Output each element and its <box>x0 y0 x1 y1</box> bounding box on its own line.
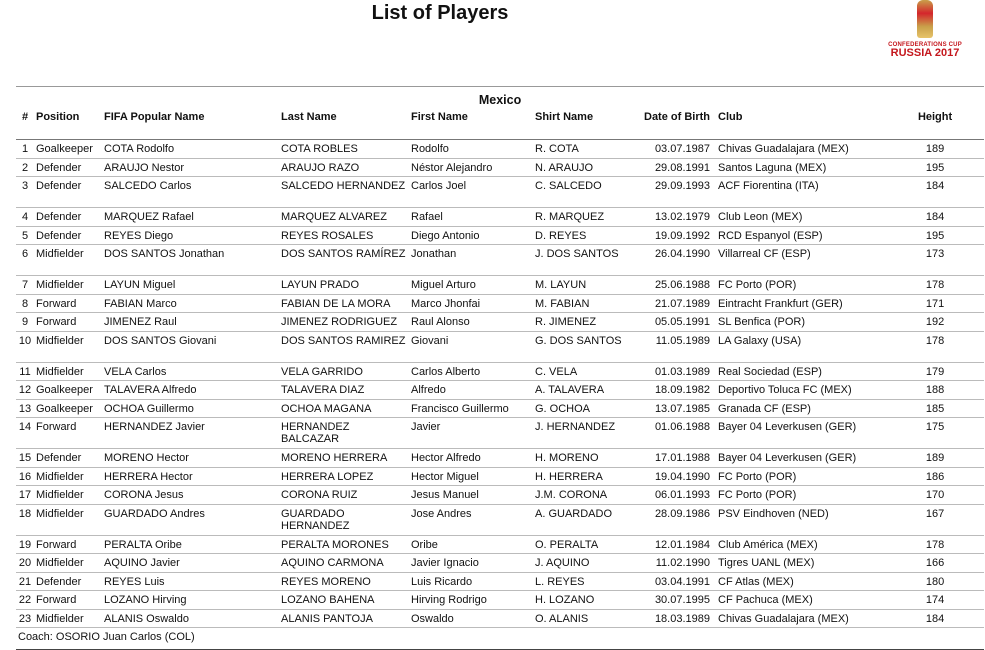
player-last-name: JIMENEZ RODRIGUEZ <box>279 313 409 332</box>
player-first-name: Jesus Manuel <box>409 486 533 505</box>
player-fifa-name: LOZANO Hirving <box>102 591 279 610</box>
player-number: 8 <box>16 294 34 313</box>
player-club: Deportivo Toluca FC (MEX) <box>716 381 886 400</box>
player-last-name: DOS SANTOS RAMIREZ <box>279 331 409 362</box>
player-height: 189 <box>886 140 984 159</box>
player-club: RCD Espanyol (ESP) <box>716 226 886 245</box>
player-first-name: Diego Antonio <box>409 226 533 245</box>
player-position: Midfielder <box>34 245 102 276</box>
player-position: Forward <box>34 535 102 554</box>
player-last-name: FABIAN DE LA MORA <box>279 294 409 313</box>
player-fifa-name: GUARDADO Andres <box>102 504 279 535</box>
player-club: Granada CF (ESP) <box>716 399 886 418</box>
player-shirt-name: A. TALAVERA <box>533 381 638 400</box>
player-shirt-name: J. AQUINO <box>533 554 638 573</box>
player-dob: 12.01.1984 <box>638 535 716 554</box>
col-header-first-name: First Name <box>409 107 533 140</box>
table-row <box>16 486 984 505</box>
player-position: Goalkeeper <box>34 140 102 159</box>
player-first-name: Jose Andres <box>409 504 533 535</box>
player-dob: 21.07.1989 <box>638 294 716 313</box>
col-header-position: Position <box>34 107 102 140</box>
player-dob: 18.09.1982 <box>638 381 716 400</box>
trophy-icon <box>917 0 933 38</box>
player-dob: 03.04.1991 <box>638 572 716 591</box>
player-number: 22 <box>16 591 34 610</box>
player-height: 184 <box>886 208 984 227</box>
player-first-name: Javier Ignacio <box>409 554 533 573</box>
player-number: 1 <box>16 140 34 159</box>
table-row <box>16 535 984 554</box>
player-height: 175 <box>886 418 984 449</box>
player-fifa-name: LAYUN Miguel <box>102 276 279 295</box>
player-first-name: Raul Alonso <box>409 313 533 332</box>
player-shirt-name: M. FABIAN <box>533 294 638 313</box>
player-height: 186 <box>886 467 984 486</box>
player-height: 173 <box>886 245 984 276</box>
player-height: 178 <box>886 276 984 295</box>
player-last-name: CORONA RUIZ <box>279 486 409 505</box>
player-fifa-name: VELA Carlos <box>102 362 279 381</box>
player-number: 23 <box>16 609 34 628</box>
player-club: Bayer 04 Leverkusen (GER) <box>716 449 886 468</box>
player-last-name: OCHOA MAGANA <box>279 399 409 418</box>
player-club: FC Porto (POR) <box>716 467 886 486</box>
player-fifa-name: OCHOA Guillermo <box>102 399 279 418</box>
player-last-name: ARAUJO RAZO <box>279 158 409 177</box>
player-shirt-name: G. OCHOA <box>533 399 638 418</box>
player-club: Santos Laguna (MEX) <box>716 158 886 177</box>
player-fifa-name: ARAUJO Nestor <box>102 158 279 177</box>
player-dob: 30.07.1995 <box>638 591 716 610</box>
player-shirt-name: G. DOS SANTOS <box>533 331 638 362</box>
player-position: Midfielder <box>34 467 102 486</box>
player-fifa-name: HERRERA Hector <box>102 467 279 486</box>
player-club: Villarreal CF (ESP) <box>716 245 886 276</box>
player-last-name: LAYUN PRADO <box>279 276 409 295</box>
player-last-name: DOS SANTOS RAMÍREZ <box>279 245 409 276</box>
player-height: 171 <box>886 294 984 313</box>
player-shirt-name: A. GUARDADO <box>533 504 638 535</box>
player-position: Midfielder <box>34 276 102 295</box>
player-club: CF Atlas (MEX) <box>716 572 886 591</box>
player-height: 188 <box>886 381 984 400</box>
player-shirt-name: J.M. CORONA <box>533 486 638 505</box>
player-first-name: Oswaldo <box>409 609 533 628</box>
player-fifa-name: PERALTA Oribe <box>102 535 279 554</box>
player-first-name: Francisco Guillermo <box>409 399 533 418</box>
player-club: Real Sociedad (ESP) <box>716 362 886 381</box>
player-number: 20 <box>16 554 34 573</box>
player-last-name: MORENO HERRERA <box>279 449 409 468</box>
player-number: 7 <box>16 276 34 295</box>
table-row <box>16 572 984 591</box>
player-club: Eintracht Frankfurt (GER) <box>716 294 886 313</box>
player-height: 167 <box>886 504 984 535</box>
player-fifa-name: TALAVERA Alfredo <box>102 381 279 400</box>
table-row <box>16 158 984 177</box>
player-position: Defender <box>34 208 102 227</box>
player-height: 166 <box>886 554 984 573</box>
player-dob: 17.01.1988 <box>638 449 716 468</box>
player-height: 189 <box>886 449 984 468</box>
table-row <box>16 504 984 535</box>
player-height: 180 <box>886 572 984 591</box>
player-club: Chivas Guadalajara (MEX) <box>716 140 886 159</box>
player-first-name: Hirving Rodrigo <box>409 591 533 610</box>
player-height: 195 <box>886 158 984 177</box>
logo-line-2: RUSSIA 2017 <box>890 47 960 59</box>
player-position: Goalkeeper <box>34 399 102 418</box>
player-fifa-name: MORENO Hector <box>102 449 279 468</box>
player-number: 14 <box>16 418 34 449</box>
player-rows <box>16 140 984 628</box>
player-shirt-name: H. LOZANO <box>533 591 638 610</box>
table-row <box>16 177 984 208</box>
player-first-name: Néstor Alejandro <box>409 158 533 177</box>
player-height: 185 <box>886 399 984 418</box>
player-number: 6 <box>16 245 34 276</box>
player-number: 21 <box>16 572 34 591</box>
player-fifa-name: COTA Rodolfo <box>102 140 279 159</box>
player-shirt-name: C. VELA <box>533 362 638 381</box>
player-dob: 28.09.1986 <box>638 504 716 535</box>
player-number: 4 <box>16 208 34 227</box>
player-first-name: Oribe <box>409 535 533 554</box>
table-row <box>16 245 984 276</box>
player-first-name: Rodolfo <box>409 140 533 159</box>
player-fifa-name: CORONA Jesus <box>102 486 279 505</box>
table-row <box>16 591 984 610</box>
player-shirt-name: R. JIMENEZ <box>533 313 638 332</box>
player-height: 195 <box>886 226 984 245</box>
col-header-last-name: Last Name <box>279 107 409 140</box>
player-position: Midfielder <box>34 362 102 381</box>
player-number: 11 <box>16 362 34 381</box>
player-fifa-name: ALANIS Oswaldo <box>102 609 279 628</box>
player-number: 17 <box>16 486 34 505</box>
player-number: 16 <box>16 467 34 486</box>
player-fifa-name: SALCEDO Carlos <box>102 177 279 208</box>
player-club: Chivas Guadalajara (MEX) <box>716 609 886 628</box>
player-position: Forward <box>34 418 102 449</box>
player-height: 184 <box>886 177 984 208</box>
player-club: LA Galaxy (USA) <box>716 331 886 362</box>
player-first-name: Jonathan <box>409 245 533 276</box>
player-position: Defender <box>34 177 102 208</box>
player-shirt-name: H. MORENO <box>533 449 638 468</box>
player-last-name: TALAVERA DIAZ <box>279 381 409 400</box>
player-first-name: Hector Alfredo <box>409 449 533 468</box>
player-dob: 05.05.1991 <box>638 313 716 332</box>
player-shirt-name: R. COTA <box>533 140 638 159</box>
player-shirt-name: C. SALCEDO <box>533 177 638 208</box>
player-position: Defender <box>34 572 102 591</box>
player-dob: 13.02.1979 <box>638 208 716 227</box>
player-height: 178 <box>886 331 984 362</box>
player-dob: 01.06.1988 <box>638 418 716 449</box>
player-first-name: Carlos Alberto <box>409 362 533 381</box>
player-position: Midfielder <box>34 486 102 505</box>
table-row <box>16 140 984 159</box>
player-fifa-name: HERNANDEZ Javier <box>102 418 279 449</box>
confederations-cup-logo <box>880 0 970 66</box>
player-number: 3 <box>16 177 34 208</box>
col-header-fifa-name: FIFA Popular Name <box>102 107 279 140</box>
player-last-name: ALANIS PANTOJA <box>279 609 409 628</box>
player-fifa-name: DOS SANTOS Jonathan <box>102 245 279 276</box>
player-height: 179 <box>886 362 984 381</box>
player-club: CF Pachuca (MEX) <box>716 591 886 610</box>
player-first-name: Alfredo <box>409 381 533 400</box>
player-position: Midfielder <box>34 504 102 535</box>
table-row <box>16 381 984 400</box>
player-club: PSV Eindhoven (NED) <box>716 504 886 535</box>
player-fifa-name: AQUINO Javier <box>102 554 279 573</box>
player-number: 18 <box>16 504 34 535</box>
logo-line-1: CONFEDERATIONS CUP <box>888 42 962 48</box>
table-row <box>16 418 984 449</box>
player-first-name: Miguel Arturo <box>409 276 533 295</box>
table-row <box>16 276 984 295</box>
player-position: Forward <box>34 591 102 610</box>
player-first-name: Javier <box>409 418 533 449</box>
player-shirt-name: O. PERALTA <box>533 535 638 554</box>
player-shirt-name: J. HERNANDEZ <box>533 418 638 449</box>
player-dob: 29.09.1993 <box>638 177 716 208</box>
player-height: 184 <box>886 609 984 628</box>
player-shirt-name: N. ARAUJO <box>533 158 638 177</box>
player-position: Goalkeeper <box>34 381 102 400</box>
player-last-name: SALCEDO HERNANDEZ <box>279 177 409 208</box>
player-dob: 19.09.1992 <box>638 226 716 245</box>
table-row <box>16 554 984 573</box>
player-shirt-name: R. MARQUEZ <box>533 208 638 227</box>
player-height: 178 <box>886 535 984 554</box>
player-fifa-name: REYES Diego <box>102 226 279 245</box>
player-club: ACF Fiorentina (ITA) <box>716 177 886 208</box>
table-row <box>16 609 984 628</box>
player-last-name: GUARDADO HERNANDEZ <box>279 504 409 535</box>
player-number: 12 <box>16 381 34 400</box>
col-header-shirt-name: Shirt Name <box>533 107 638 140</box>
player-number: 5 <box>16 226 34 245</box>
player-number: 19 <box>16 535 34 554</box>
player-last-name: MARQUEZ ALVAREZ <box>279 208 409 227</box>
player-club: SL Benfica (POR) <box>716 313 886 332</box>
player-last-name: HERNANDEZ BALCAZAR <box>279 418 409 449</box>
player-fifa-name: FABIAN Marco <box>102 294 279 313</box>
player-height: 192 <box>886 313 984 332</box>
player-fifa-name: JIMENEZ Raul <box>102 313 279 332</box>
table-row <box>16 467 984 486</box>
player-shirt-name: L. REYES <box>533 572 638 591</box>
player-dob: 25.06.1988 <box>638 276 716 295</box>
player-height: 170 <box>886 486 984 505</box>
player-last-name: REYES ROSALES <box>279 226 409 245</box>
player-dob: 13.07.1985 <box>638 399 716 418</box>
player-first-name: Carlos Joel <box>409 177 533 208</box>
table-row <box>16 208 984 227</box>
player-dob: 06.01.1993 <box>638 486 716 505</box>
col-header-dob: Date of Birth <box>638 107 716 140</box>
player-shirt-name: D. REYES <box>533 226 638 245</box>
player-position: Midfielder <box>34 609 102 628</box>
player-club: Club América (MEX) <box>716 535 886 554</box>
player-dob: 29.08.1991 <box>638 158 716 177</box>
player-last-name: LOZANO BAHENA <box>279 591 409 610</box>
player-dob: 11.02.1990 <box>638 554 716 573</box>
player-position: Midfielder <box>34 554 102 573</box>
player-last-name: COTA ROBLES <box>279 140 409 159</box>
player-position: Midfielder <box>34 331 102 362</box>
player-club: Club Leon (MEX) <box>716 208 886 227</box>
player-dob: 18.03.1989 <box>638 609 716 628</box>
col-header-num: # <box>16 107 34 140</box>
player-dob: 01.03.1989 <box>638 362 716 381</box>
player-dob: 03.07.1987 <box>638 140 716 159</box>
player-last-name: AQUINO CARMONA <box>279 554 409 573</box>
table-row <box>16 362 984 381</box>
col-header-club: Club <box>716 107 886 140</box>
coach-line: Coach: OSORIO Juan Carlos (COL) <box>16 628 984 650</box>
player-shirt-name: J. DOS SANTOS <box>533 245 638 276</box>
player-club: FC Porto (POR) <box>716 276 886 295</box>
player-number: 10 <box>16 331 34 362</box>
player-last-name: VELA GARRIDO <box>279 362 409 381</box>
team-name: Mexico <box>16 87 984 108</box>
col-header-height: Height <box>886 107 984 140</box>
player-dob: 26.04.1990 <box>638 245 716 276</box>
player-fifa-name: REYES Luis <box>102 572 279 591</box>
player-number: 15 <box>16 449 34 468</box>
player-last-name: HERRERA LOPEZ <box>279 467 409 486</box>
player-position: Defender <box>34 158 102 177</box>
player-dob: 11.05.1989 <box>638 331 716 362</box>
player-dob: 19.04.1990 <box>638 467 716 486</box>
player-shirt-name: O. ALANIS <box>533 609 638 628</box>
player-number: 13 <box>16 399 34 418</box>
player-first-name: Rafael <box>409 208 533 227</box>
player-club: Bayer 04 Leverkusen (GER) <box>716 418 886 449</box>
table-row <box>16 313 984 332</box>
players-table <box>16 86 984 650</box>
table-row <box>16 226 984 245</box>
player-first-name: Hector Miguel <box>409 467 533 486</box>
player-fifa-name: MARQUEZ Rafael <box>102 208 279 227</box>
player-last-name: PERALTA MORONES <box>279 535 409 554</box>
page-title: List of Players <box>371 2 509 24</box>
player-last-name: REYES MORENO <box>279 572 409 591</box>
player-height: 174 <box>886 591 984 610</box>
table-row <box>16 399 984 418</box>
player-club: Tigres UANL (MEX) <box>716 554 886 573</box>
player-first-name: Giovani <box>409 331 533 362</box>
header-row <box>16 107 984 140</box>
player-shirt-name: M. LAYUN <box>533 276 638 295</box>
player-fifa-name: DOS SANTOS Giovani <box>102 331 279 362</box>
player-club: FC Porto (POR) <box>716 486 886 505</box>
player-shirt-name: H. HERRERA <box>533 467 638 486</box>
player-first-name: Marco Jhonfai <box>409 294 533 313</box>
table-row <box>16 449 984 468</box>
table-row <box>16 294 984 313</box>
player-first-name: Luis Ricardo <box>409 572 533 591</box>
player-position: Forward <box>34 294 102 313</box>
player-number: 2 <box>16 158 34 177</box>
player-position: Forward <box>34 313 102 332</box>
player-position: Defender <box>34 226 102 245</box>
player-position: Defender <box>34 449 102 468</box>
table-row <box>16 331 984 362</box>
player-number: 9 <box>16 313 34 332</box>
